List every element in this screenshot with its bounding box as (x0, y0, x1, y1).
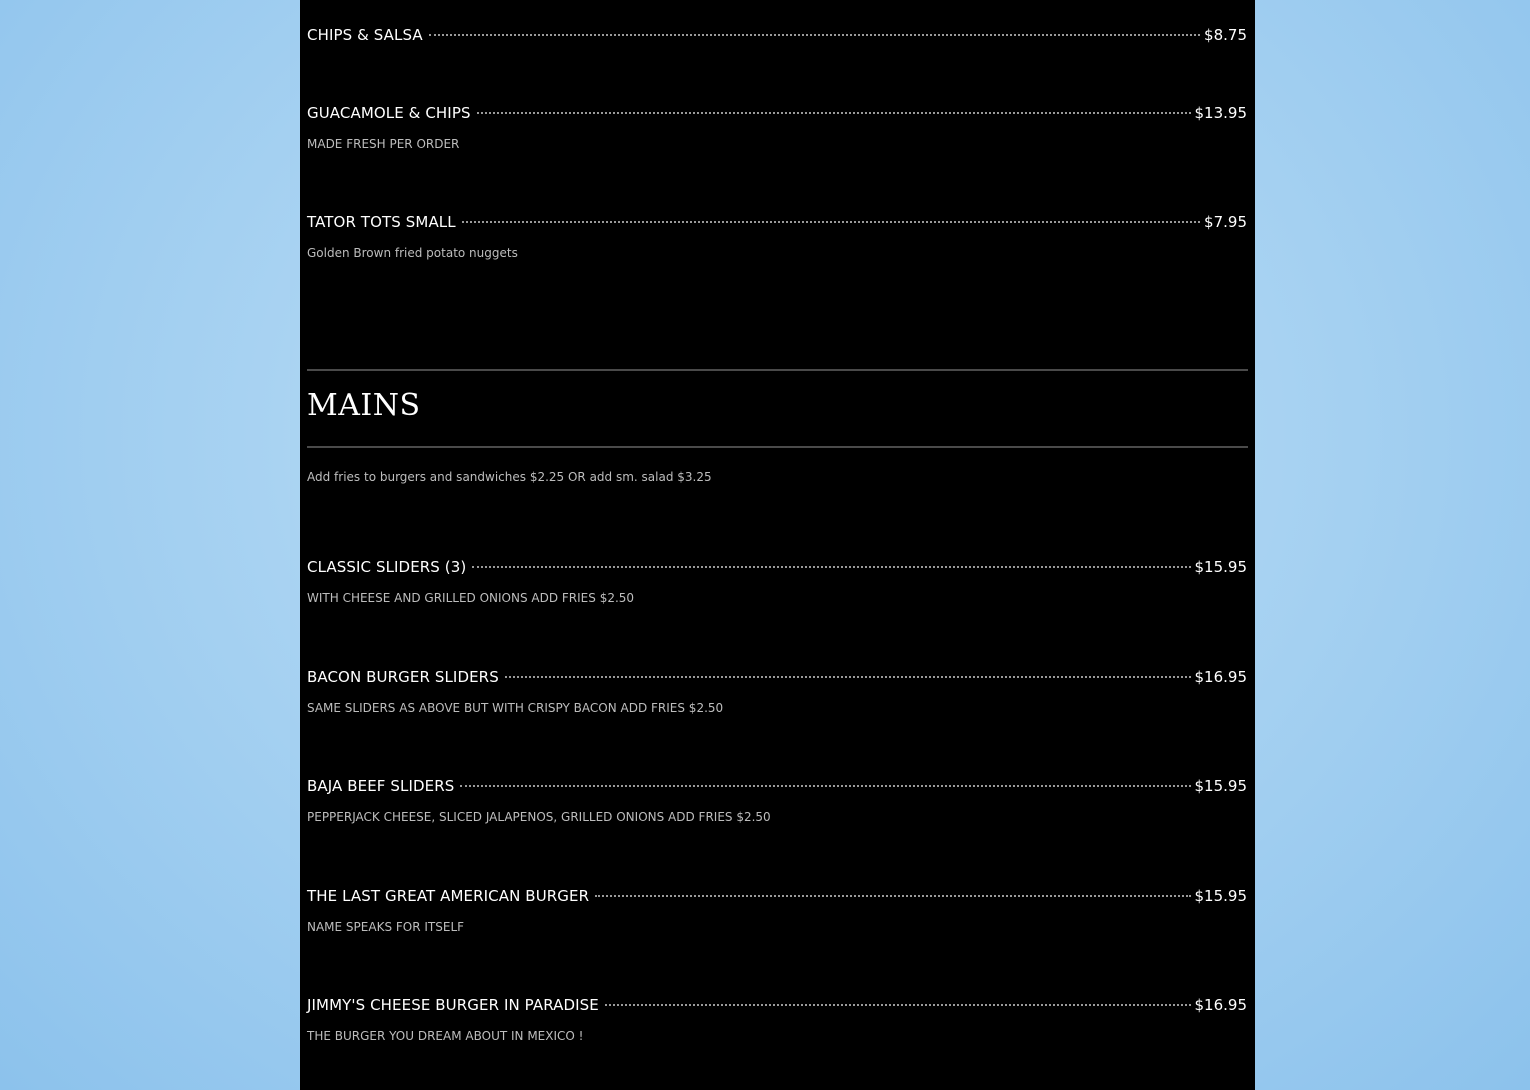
item-name: TATOR TOTS SMALL (307, 213, 456, 231)
item-description: THE BURGER YOU DREAM ABOUT IN MEXICO ! (307, 1029, 584, 1043)
menu-item-tator-tots (307, 213, 1247, 260)
item-description: PEPPERJACK CHEESE, SLICED JALAPENOS, GRILLED ONIONS ADD FRIES $2.50 (307, 810, 771, 824)
item-name: CHIPS & SALSA (307, 26, 423, 44)
menu-item-classic-sliders (307, 558, 1247, 605)
menu-item-baja-beef-sliders (307, 777, 1247, 824)
item-price: $7.95 (1204, 213, 1247, 231)
item-price: $15.95 (1194, 558, 1247, 576)
dot-leader (460, 784, 1190, 787)
item-name: JIMMY'S CHEESE BURGER IN PARADISE (307, 996, 599, 1014)
item-description: WITH CHEESE AND GRILLED ONIONS ADD FRIES $2.50 (307, 591, 635, 605)
section-note: Add fries to burgers and sandwiches $2.25 OR add sm. salad $3.25 (307, 470, 712, 484)
dot-leader (505, 675, 1191, 678)
dot-leader (429, 33, 1200, 36)
menu-item-bacon-burger-sliders (307, 668, 1247, 715)
menu-item-guacamole-chips (307, 104, 1247, 151)
item-name: CLASSIC SLIDERS (3) (307, 558, 467, 576)
item-price: $15.95 (1194, 777, 1247, 795)
item-price: $13.95 (1194, 104, 1247, 122)
dot-leader (605, 1003, 1191, 1006)
item-description: Golden Brown fried potato nuggets (307, 246, 518, 260)
section-divider-bottom (307, 446, 1248, 448)
menu-item-cheese-burger-in-paradise (307, 996, 1247, 1043)
item-price: $16.95 (1194, 996, 1247, 1014)
item-description: NAME SPEAKS FOR ITSELF (307, 920, 465, 934)
menu-item-chips-salsa (307, 26, 1247, 50)
dot-leader (472, 565, 1190, 568)
dot-leader (595, 894, 1190, 897)
menu-item-last-great-american-burger (307, 887, 1247, 934)
item-price: $15.95 (1194, 887, 1247, 905)
item-name: GUACAMOLE & CHIPS (307, 104, 471, 122)
item-name: BAJA BEEF SLIDERS (307, 777, 455, 795)
menu-panel (300, 0, 1255, 1090)
item-price: $8.75 (1204, 26, 1247, 44)
dot-leader (477, 111, 1191, 114)
section-divider-top (307, 369, 1248, 371)
item-price: $16.95 (1194, 668, 1247, 686)
section-title-mains: MAINS (307, 388, 421, 423)
item-name: THE LAST GREAT AMERICAN BURGER (307, 887, 590, 905)
item-description: MADE FRESH PER ORDER (307, 137, 460, 151)
dot-leader (462, 220, 1200, 223)
item-name: BACON BURGER SLIDERS (307, 668, 499, 686)
item-description: SAME SLIDERS AS ABOVE BUT WITH CRISPY BACON ADD FRIES $2.50 (307, 701, 724, 715)
